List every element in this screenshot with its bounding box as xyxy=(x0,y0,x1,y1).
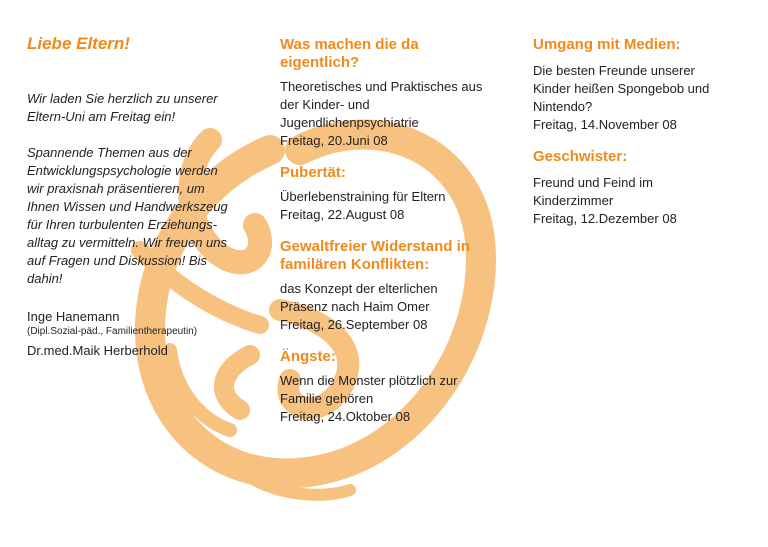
topic-block xyxy=(280,164,510,224)
text-line: Ihnen Wissen und Handwerkszeug xyxy=(27,199,228,214)
topic-date: Freitag, 22.August 08 xyxy=(280,207,405,222)
middle-column xyxy=(280,36,510,426)
topic-block xyxy=(533,36,753,134)
signers-block xyxy=(27,308,247,360)
topic-date: Freitag, 24.Oktober 08 xyxy=(280,409,411,424)
topic-line: Familie gehören xyxy=(280,391,374,406)
invitation-text xyxy=(27,90,247,126)
topic-line: Kinderzimmer xyxy=(533,193,614,208)
text-line: Eltern-Uni am Freitag ein! xyxy=(27,109,176,124)
topic-date: Freitag, 20.Juni 08 xyxy=(280,133,388,148)
text-line: Spannende Themen aus der xyxy=(27,145,192,160)
topic-title: familären Konflikten: xyxy=(280,256,430,273)
signer-name: Dr.med.Maik Herberhold xyxy=(27,343,168,358)
topic-line: Die besten Freunde unserer xyxy=(533,63,695,78)
topic-line: Jugendlichenpsychiatrie xyxy=(280,115,419,130)
topic-title: Gewaltfreier Widerstand in xyxy=(280,238,470,255)
greeting-heading: Liebe Eltern! xyxy=(27,34,130,53)
topic-line: Wenn die Monster plötzlich zur xyxy=(280,373,458,388)
text-line: Wir laden Sie herzlich zu unserer xyxy=(27,91,218,106)
text-line: Entwicklungspsychologie werden xyxy=(27,163,218,178)
topics-paragraph xyxy=(27,144,247,288)
topic-title: Ängste: xyxy=(280,348,336,365)
topic-line: Präsenz nach Haim Omer xyxy=(280,299,430,314)
topic-line: Überlebenstraining für Eltern xyxy=(280,189,446,204)
text-line: alltag zu vermitteln. Wir freuen uns xyxy=(27,235,228,250)
text-line: wir praxisnah präsentieren, um xyxy=(27,181,205,196)
intro-column xyxy=(27,34,247,360)
signer-name: Inge Hanemann xyxy=(27,309,120,324)
topic-title: eigentlich? xyxy=(280,54,360,71)
topic-block xyxy=(533,148,753,228)
text-line: für Ihren turbulenten Erziehungs- xyxy=(27,217,218,232)
topic-block xyxy=(280,36,510,150)
topic-line: Nintendo? xyxy=(533,99,593,114)
topic-line: Kinder heißen Spongebob und xyxy=(533,81,710,96)
topic-line: Freund und Feind im xyxy=(533,175,653,190)
topic-date: Freitag, 14.November 08 xyxy=(533,117,677,132)
topic-title: Pubertät: xyxy=(280,164,346,181)
right-column xyxy=(533,36,753,228)
text-line: dahin! xyxy=(27,271,63,286)
signer-title: (Dipl.Sozial-päd., Familientherapeutin) xyxy=(27,326,198,337)
topic-line: das Konzept der elterlichen xyxy=(280,281,438,296)
topic-block xyxy=(280,348,510,426)
topic-line: der Kinder- und xyxy=(280,97,370,112)
topic-title: Umgang mit Medien: xyxy=(533,36,681,53)
text-line: auf Fragen und Diskussion! Bis xyxy=(27,253,207,268)
topic-line: Theoretisches und Praktisches aus xyxy=(280,79,483,94)
topic-title: Was machen die da xyxy=(280,36,419,53)
topic-block xyxy=(280,238,510,334)
topic-title: Geschwister: xyxy=(533,148,628,165)
topic-date: Freitag, 26.September 08 xyxy=(280,317,428,332)
topic-date: Freitag, 12.Dezember 08 xyxy=(533,211,677,226)
